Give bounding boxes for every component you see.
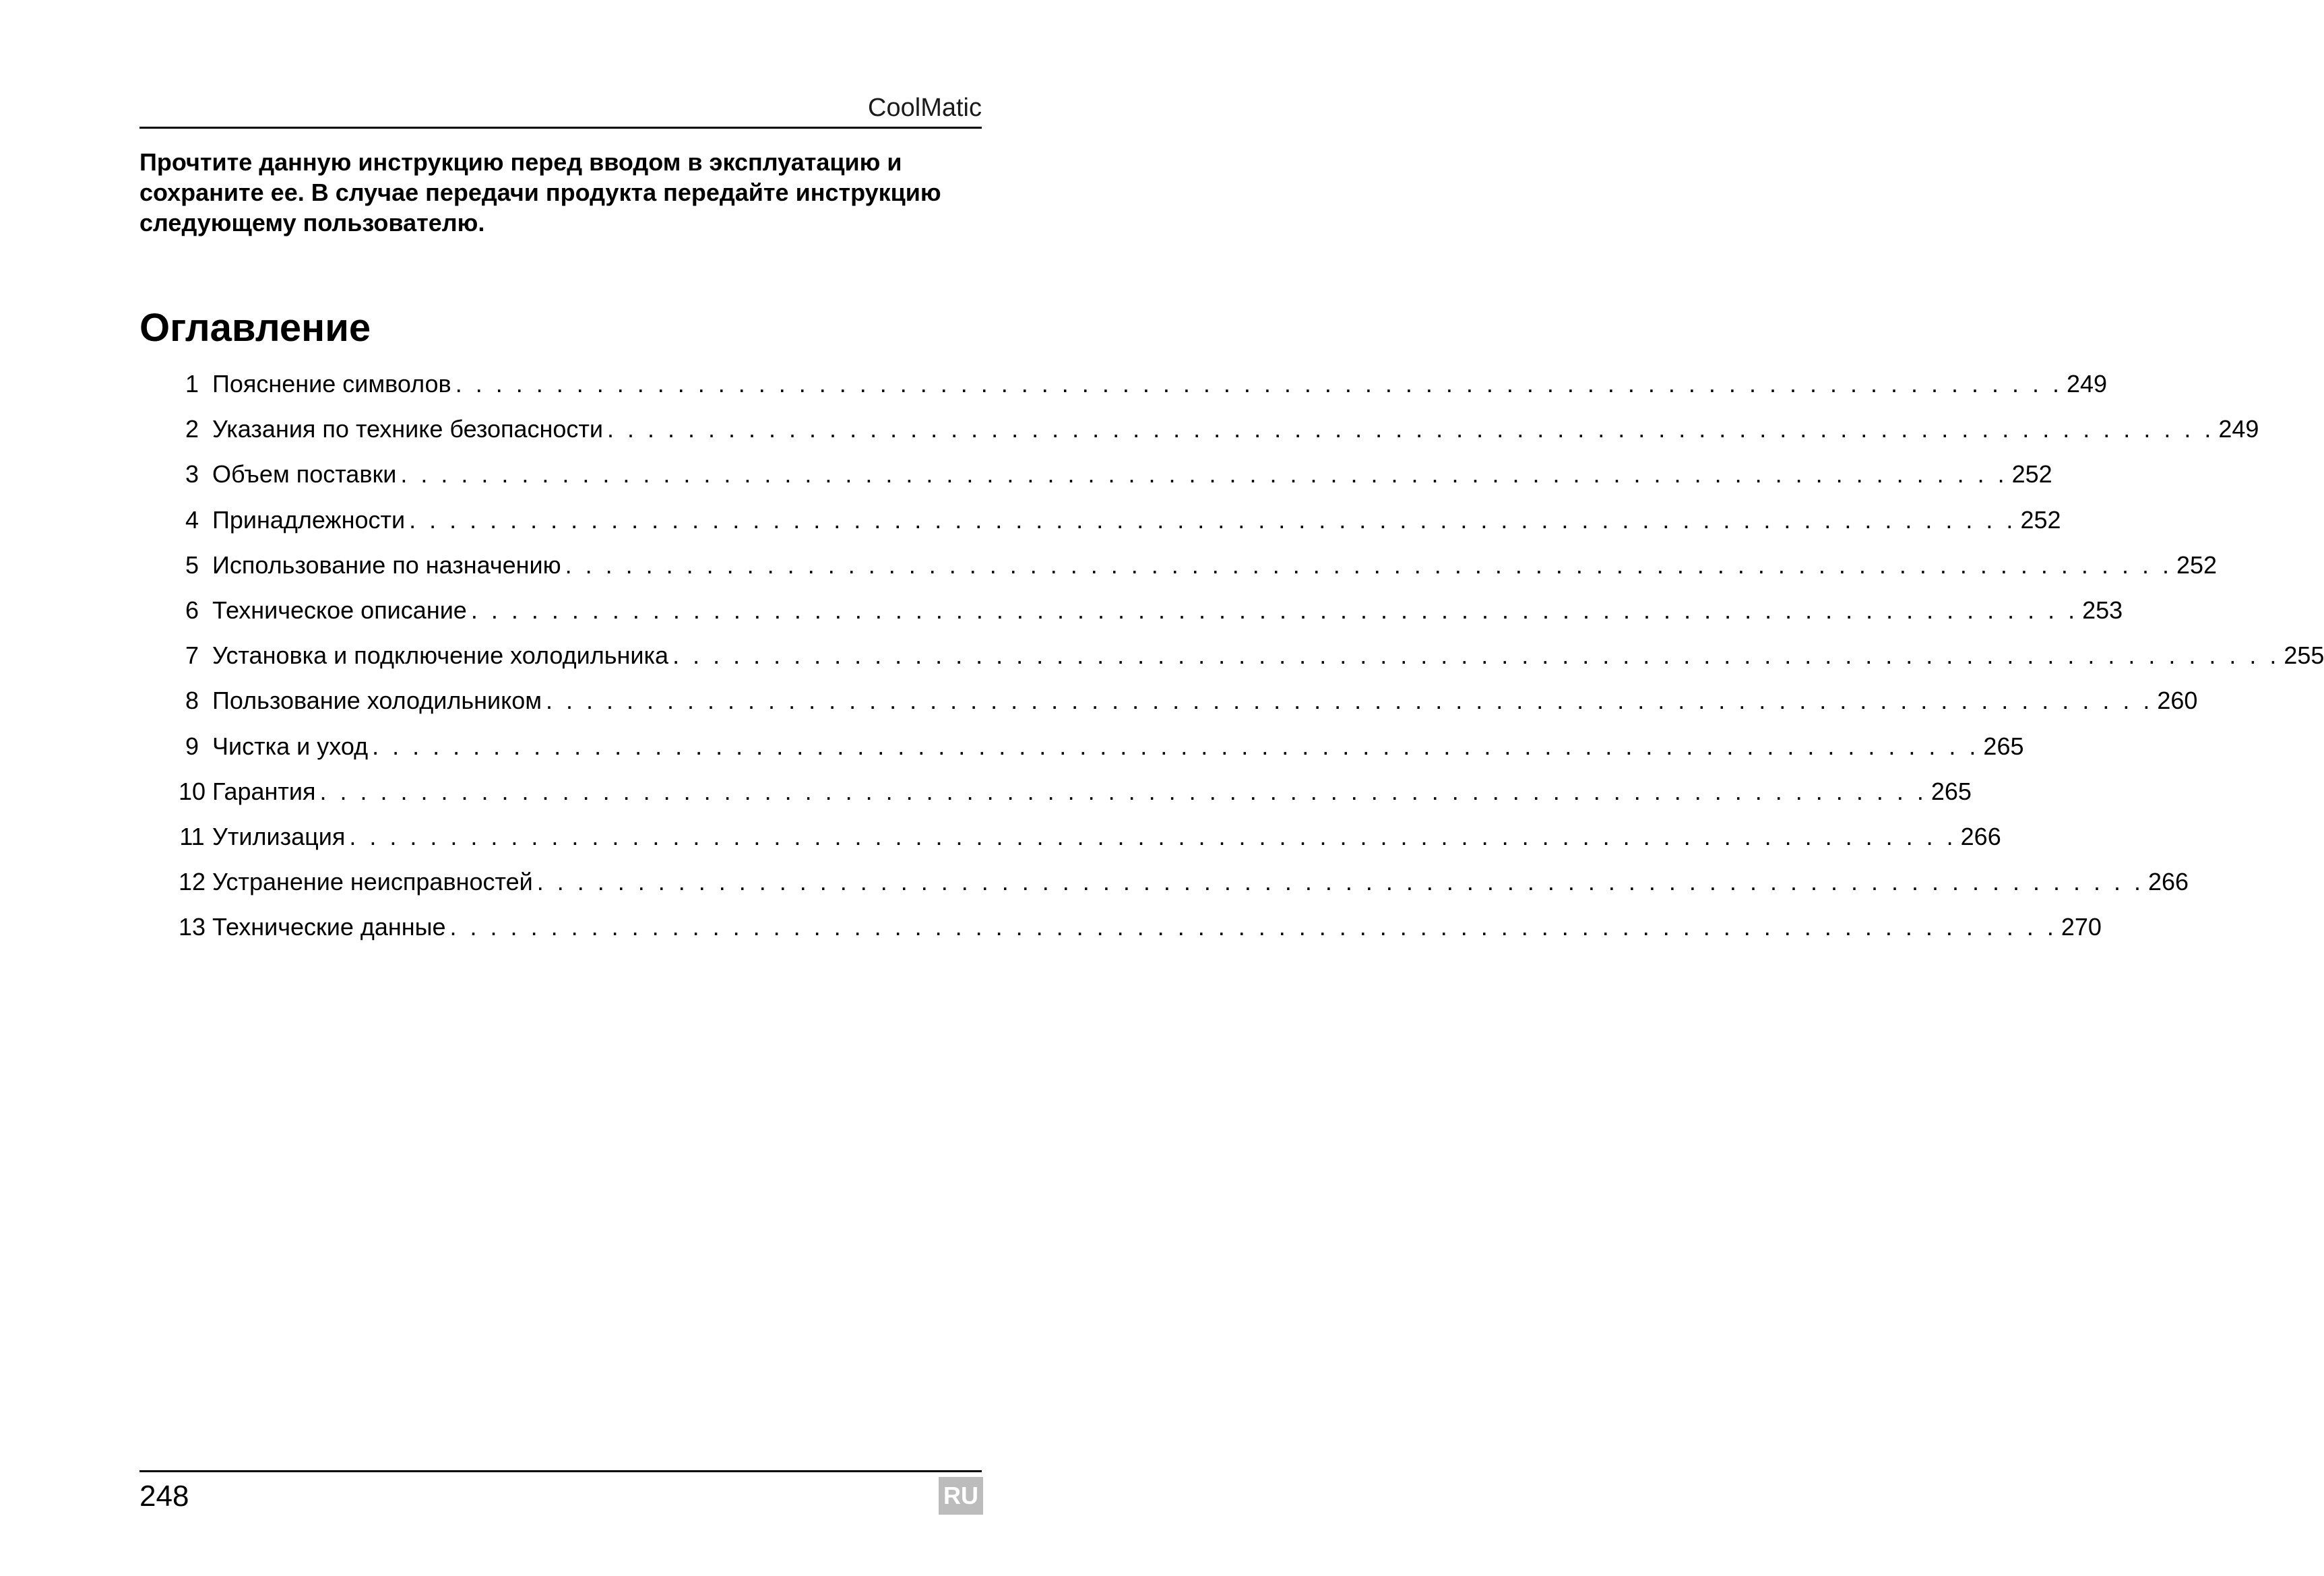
page-number: 248 bbox=[139, 1480, 189, 1513]
toc-entry[interactable] bbox=[139, 729, 2024, 774]
toc-entry[interactable] bbox=[139, 548, 2218, 593]
toc-entry[interactable] bbox=[139, 412, 2259, 457]
toc-entry-number: 1 bbox=[185, 370, 199, 398]
toc-entry-page: 249 bbox=[2067, 370, 2108, 398]
toc-entry-page: 265 bbox=[1930, 777, 1972, 805]
toc-leader-dots: . . . . . . . . . . . . . . . . . . . . . . . . . . . . . . . . . . . . . . . . . . . . . . . . . . . . . . . . . . . . . . . . . . . . . . . . . . . . . . . . bbox=[672, 641, 2280, 670]
toc-entry-number: 10 bbox=[178, 777, 206, 805]
toc-leader-dots: . . . . . . . . . . . . . . . . . . . . . . . . . . . . . . . . . . . . . . . . . . . . . . . . . . . . . . . . . . . . . . . . . . . . . . . . . . . . . . . . bbox=[546, 687, 2154, 715]
toc-entry-title: Устранение неисправностей bbox=[212, 868, 533, 896]
toc-entry-page: 265 bbox=[1983, 732, 2024, 760]
toc-entry-number: 11 bbox=[179, 822, 205, 850]
toc-entry-page: 253 bbox=[2082, 596, 2123, 624]
toc-entry[interactable] bbox=[139, 910, 2102, 955]
toc-entry-page: 255 bbox=[2284, 641, 2324, 670]
toc-entry-number: 12 bbox=[178, 868, 206, 896]
toc-entry-title: Гарантия bbox=[212, 777, 316, 805]
footer-divider bbox=[139, 1470, 982, 1472]
header-product-name: CoolMatic bbox=[868, 94, 982, 122]
toc-entry[interactable] bbox=[139, 683, 2198, 728]
toc-entry-title: Использование по назначению bbox=[212, 550, 561, 579]
toc-entry-page: 270 bbox=[2061, 913, 2102, 941]
toc-entry-title: Пользование холодильником bbox=[212, 687, 542, 715]
toc-entry-title: Установка и подключение холодильника bbox=[212, 641, 669, 670]
toc-entry-title: Пояснение символов bbox=[212, 370, 451, 398]
toc-entry[interactable] bbox=[139, 638, 2324, 683]
toc-leader-dots: . . . . . . . . . . . . . . . . . . . . . . . . . . . . . . . . . . . . . . . . . . . . . . . . . . . . . . . . . . . . . . . . . . . . . . . . . . . . . . . . bbox=[449, 913, 2057, 941]
toc-entry-number: 13 bbox=[178, 913, 206, 941]
toc-heading: Оглавление bbox=[139, 306, 371, 350]
toc-entry-page: 249 bbox=[2218, 415, 2259, 443]
toc-entry[interactable] bbox=[139, 367, 2108, 412]
toc-entry-title: Принадлежности bbox=[212, 505, 406, 534]
toc-entry-title: Объем поставки bbox=[212, 460, 397, 488]
toc-entry-title: Указания по технике безопасности bbox=[212, 415, 604, 443]
toc-leader-dots: . . . . . . . . . . . . . . . . . . . . . . . . . . . . . . . . . . . . . . . . . . . . . . . . . . . . . . . . . . . . . . . . . . . . . . . . . . . . . . . . bbox=[400, 460, 2008, 488]
toc-entry-page: 260 bbox=[2157, 687, 2198, 715]
toc-entry-title: Утилизация bbox=[212, 822, 346, 850]
toc-entry-title: Техническое описание bbox=[212, 596, 467, 624]
toc-entry[interactable] bbox=[139, 457, 2052, 502]
toc-entry-number: 4 bbox=[185, 505, 199, 534]
toc-entry[interactable] bbox=[139, 774, 1972, 819]
header-divider bbox=[139, 127, 982, 129]
toc-entry-number: 2 bbox=[185, 415, 199, 443]
toc-entry[interactable] bbox=[139, 864, 2189, 910]
toc-entry-page: 252 bbox=[2020, 505, 2061, 534]
toc-leader-dots: . . . . . . . . . . . . . . . . . . . . . . . . . . . . . . . . . . . . . . . . . . . . . . . . . . . . . . . . . . . . . . . . . . . . . . . . . . . . . . . . bbox=[470, 596, 2079, 624]
toc-entry-number: 9 bbox=[185, 732, 199, 760]
toc-leader-dots: . . . . . . . . . . . . . . . . . . . . . . . . . . . . . . . . . . . . . . . . . . . . . . . . . . . . . . . . . . . . . . . . . . . . . . . . . . . . . . . . bbox=[319, 777, 1927, 805]
intro-notice: Прочтите данную инструкцию перед вводом в эксплуатацию и сохраните ее. В случае передачи продукта передайте инструкцию следующему пользователю. bbox=[139, 148, 941, 237]
toc-entry-title: Чистка и уход bbox=[212, 732, 369, 760]
toc-entry-number: 8 bbox=[185, 687, 199, 715]
toc-leader-dots: . . . . . . . . . . . . . . . . . . . . . . . . . . . . . . . . . . . . . . . . . . . . . . . . . . . . . . . . . . . . . . . . . . . . . . . . . . . . . . . . bbox=[455, 370, 2063, 398]
toc-entry-number: 6 bbox=[185, 596, 199, 624]
toc-leader-dots: . . . . . . . . . . . . . . . . . . . . . . . . . . . . . . . . . . . . . . . . . . . . . . . . . . . . . . . . . . . . . . . . . . . . . . . . . . . . . . . . bbox=[409, 505, 2017, 534]
toc-entry-title: Технические данные bbox=[212, 913, 446, 941]
toc-entry-number: 7 bbox=[185, 641, 199, 670]
table-of-contents bbox=[139, 367, 2324, 955]
toc-entry-page: 252 bbox=[2011, 460, 2052, 488]
toc-entry[interactable] bbox=[139, 819, 2001, 864]
toc-leader-dots: . . . . . . . . . . . . . . . . . . . . . . . . . . . . . . . . . . . . . . . . . . . . . . . . . . . . . . . . . . . . . . . . . . . . . . . . . . . . . . . . bbox=[372, 732, 1980, 760]
toc-entry-number: 3 bbox=[185, 460, 199, 488]
language-badge: RU bbox=[939, 1477, 983, 1515]
toc-entry-number: 5 bbox=[185, 550, 199, 579]
toc-leader-dots: . . . . . . . . . . . . . . . . . . . . . . . . . . . . . . . . . . . . . . . . . . . . . . . . . . . . . . . . . . . . . . . . . . . . . . . . . . . . . . . . bbox=[349, 822, 1957, 850]
toc-entry[interactable] bbox=[139, 593, 2123, 638]
toc-entry-page: 266 bbox=[1960, 822, 2001, 850]
toc-entry-page: 266 bbox=[2148, 868, 2189, 896]
toc-entry-page: 252 bbox=[2176, 550, 2218, 579]
toc-leader-dots: . . . . . . . . . . . . . . . . . . . . . . . . . . . . . . . . . . . . . . . . . . . . . . . . . . . . . . . . . . . . . . . . . . . . . . . . . . . . . . . . bbox=[536, 868, 2145, 896]
toc-entry[interactable] bbox=[139, 503, 2061, 548]
toc-leader-dots: . . . . . . . . . . . . . . . . . . . . . . . . . . . . . . . . . . . . . . . . . . . . . . . . . . . . . . . . . . . . . . . . . . . . . . . . . . . . . . . . bbox=[607, 415, 2215, 443]
toc-leader-dots: . . . . . . . . . . . . . . . . . . . . . . . . . . . . . . . . . . . . . . . . . . . . . . . . . . . . . . . . . . . . . . . . . . . . . . . . . . . . . . . . bbox=[565, 550, 2172, 579]
